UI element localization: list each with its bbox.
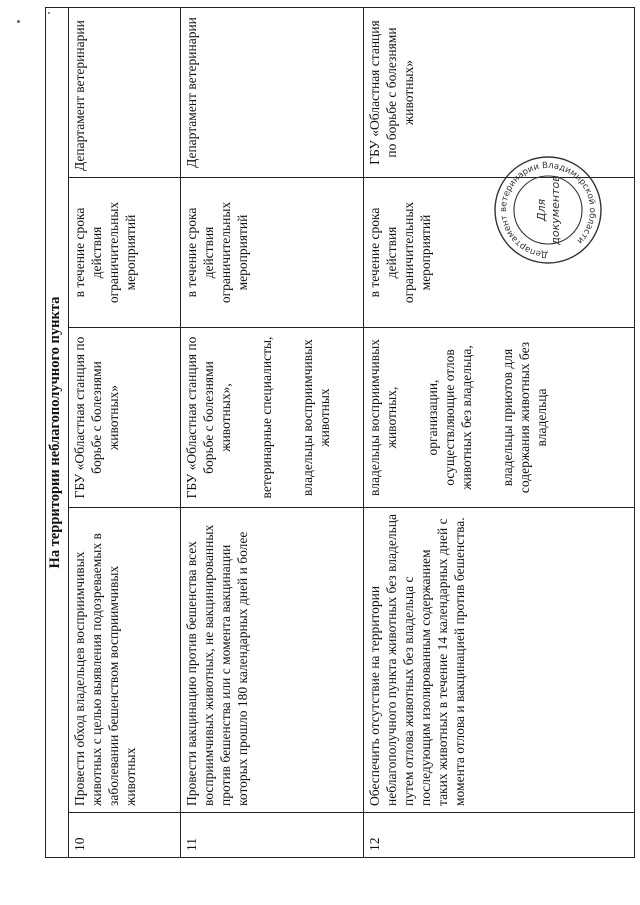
rotated-table-container <box>45 8 635 858</box>
executors-cell <box>364 328 635 508</box>
action-cell: Провести вакцинацию против бешенства всех восприимчивых животных, не вакцинированных против бешенства или с момента вакцинации которых прошло 180 календарных дней и более <box>181 508 364 813</box>
deadline-cell: в течение срока действия ограничительных мероприятий <box>181 178 364 328</box>
table-row <box>181 8 364 858</box>
row-number: 12 <box>364 813 635 858</box>
row-number: 11 <box>181 813 364 858</box>
action-cell: Провести обход владельцев восприимчивых животных с целью выявления подозреваемых в заболевании бешенством восприимчивых животных <box>69 508 181 813</box>
executor-text: организации, осуществляющие отлов животных без владельца, <box>425 345 474 490</box>
executor-text: владельцы восприимчивых животных, <box>367 339 399 496</box>
deadline-cell: в течение срока действия ограничительных мероприятий <box>364 178 635 328</box>
executor-text: ветеринарные специалисты, <box>259 336 274 499</box>
svg-text:документов: документов <box>549 175 562 245</box>
executor-text: владельцы восприимчивых животных <box>300 339 332 496</box>
scan-speck <box>17 20 20 23</box>
table-row <box>69 8 181 858</box>
section-header: На территории неблагополучного пункта <box>46 8 69 858</box>
executors-cell <box>69 328 181 508</box>
control-cell: ГБУ «Областная станция по борьбе с болезнями животных» <box>364 8 635 178</box>
executor-text: ГБУ «Областная станция по борьбе с болезнями животных» <box>72 336 121 499</box>
executor-text: владельцы приютов для содержания животных без владельца <box>500 341 549 494</box>
control-cell: Департамент ветеринарии <box>181 8 364 178</box>
table-row <box>364 8 635 858</box>
control-cell: Департамент ветеринарии <box>69 8 181 178</box>
action-cell: Обеспечить отсутствие на территории неблагополучного пункта животных без владельца путем отлова животных без владельца с последующим изолированным содержанием таких животных в течение 14 календарных дней с момента отлова и вакцинацией против бешенства. <box>364 508 635 813</box>
measures-table <box>45 7 635 858</box>
svg-text:Департамент ветеринарии Владим: Департамент ветеринарии Владимирской области <box>498 160 598 260</box>
deadline-cell: в течение срока действия ограничительных мероприятий <box>69 178 181 328</box>
row-number: 10 <box>69 813 181 858</box>
official-seal-stamp <box>493 155 603 265</box>
executor-text: ГБУ «Областная станция по борьбе с болезнями животных», <box>184 336 233 499</box>
executors-cell <box>181 328 364 508</box>
svg-text:Для: Для <box>535 198 548 222</box>
